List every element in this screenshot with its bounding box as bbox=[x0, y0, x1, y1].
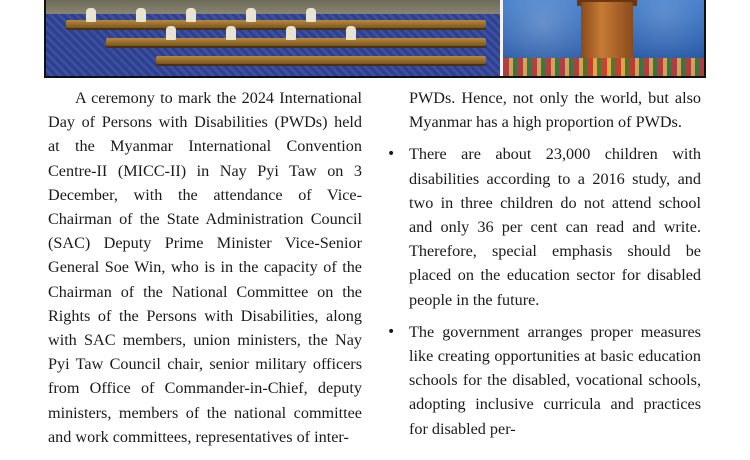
bullet-item bbox=[387, 142, 701, 311]
article-right-column bbox=[387, 86, 701, 449]
bullet-icon: • bbox=[387, 146, 396, 163]
bullet-text: There are about 23,000 children with disabilities according to a 2016 study, and two in three children do not attend school and only 36 per cent can read and write. Therefore, special emphasis should be placed on the education sector for disabled people in the future. bbox=[409, 145, 701, 309]
article-paragraph: A ceremony to mark the 2024 International Day of Persons with Disabilities (PWDs) held at the Myanmar International Convention Centre-II (MICC-II) in Nay Pyi Taw on 3 December, with the attendance of Vice-Chairman of the State Administration Council (SAC) Deputy Prime Minister Vice-Senior General Soe Win, who is in the capacity of the Chairman of the National Committee on the Rights of the Persons with Disabilities, along with SAC members, union ministers, the Nay Pyi Taw Council chair, senior military officers from Office of Commander-in-Chief, deputy ministers, members of the national committee and work committees, representatives of inter- bbox=[48, 89, 362, 446]
article-paragraph-continuation: PWDs. Hence, not only the world, but also Myanmar has a high proportion of PWDs. bbox=[409, 89, 701, 132]
conference-hall-photo bbox=[46, 0, 500, 76]
bullet-list bbox=[387, 142, 701, 440]
bullet-icon: • bbox=[387, 323, 396, 340]
header-photo-strip bbox=[44, 0, 706, 78]
article-left-column bbox=[48, 86, 362, 449]
bullet-item bbox=[387, 320, 701, 441]
bullet-text: The government arranges proper measures like creating opportunities at basic education schools for the disabled, vocational schools, adopting inclusive curricula and practices for disabled per- bbox=[409, 322, 701, 438]
speaker-podium-photo bbox=[503, 0, 704, 76]
